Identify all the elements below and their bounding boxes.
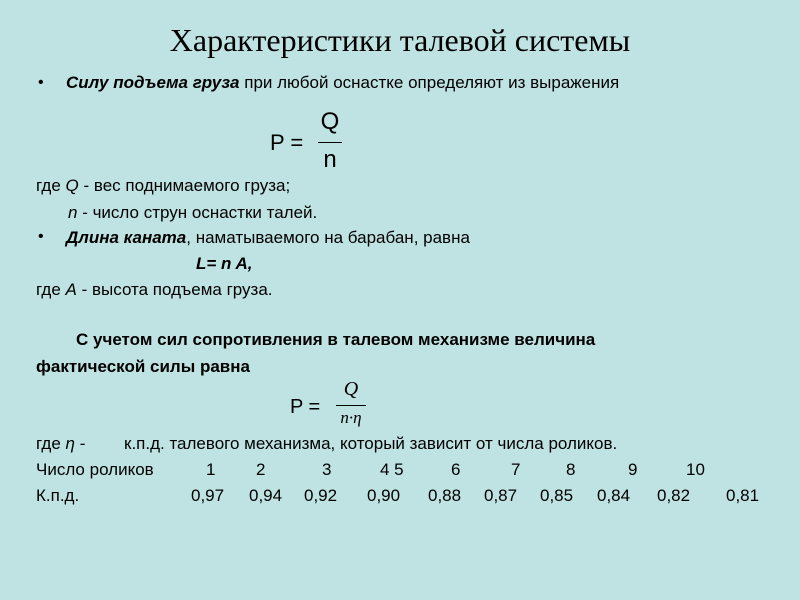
where-eta-text: к.п.д. талевого механизма, который зависит от числа роликов.	[124, 434, 618, 453]
efficiency-value: 0,88	[428, 486, 462, 505]
efficiency-value: 0,87	[484, 486, 518, 505]
where-a-text: - высота подъема груза.	[76, 280, 273, 299]
bullet-2-rest: , наматываемого на барабан, равна	[186, 228, 470, 247]
formula-actual-force-bar	[336, 405, 366, 406]
resistance-line-1: С учетом сил сопротивления в талевом механизме величина	[76, 330, 596, 349]
formula-force-numerator: Q	[320, 108, 340, 135]
where-eta-line	[36, 434, 85, 454]
efficiency-value: 0,97	[191, 486, 225, 505]
efficiency-value: 0,92	[304, 486, 338, 505]
roller-count: 4 5	[380, 460, 404, 479]
efficiency-value: 0,90	[367, 486, 401, 505]
roller-count: 8	[566, 460, 576, 479]
where-eta-dash: -	[75, 434, 86, 453]
bullet-2-marker: •	[38, 228, 44, 245]
bullet-1-marker: •	[38, 74, 44, 91]
where-q-var: Q	[65, 176, 79, 195]
formula-force-lhs: P =	[270, 130, 304, 155]
where-a-var: A	[65, 280, 77, 299]
resistance-line-2: фактической силы равна	[36, 357, 250, 376]
rollers-label: Число роликов	[36, 460, 154, 479]
where-n-var: n	[68, 203, 78, 222]
bullet-1-text	[66, 73, 619, 93]
formula-actual-force-lhs: P =	[290, 396, 321, 418]
roller-count: 9	[628, 460, 638, 479]
formula-force-bar	[318, 142, 342, 143]
formula-force-denominator: n	[323, 146, 337, 173]
bullet-1-bold: Силу подъема груза	[66, 73, 240, 92]
roller-count: 1	[206, 460, 216, 479]
efficiency-value: 0,82	[657, 486, 691, 505]
efficiency-value: 0,81	[726, 486, 760, 505]
formula-actual-force	[290, 380, 400, 440]
efficiency-label: К.п.д.	[36, 486, 80, 505]
roller-count: 10	[686, 460, 705, 479]
formula-actual-force-numerator: Q	[343, 378, 359, 400]
formula-actual-force-denominator: n·η	[340, 408, 362, 427]
where-n-line	[68, 203, 317, 223]
slide-title: Характеристики талевой системы	[169, 22, 631, 58]
where-n-text: - число струн оснастки талей.	[77, 203, 318, 222]
roller-count: 6	[451, 460, 461, 479]
formula-length: L= n A,	[196, 254, 253, 273]
bullet-2-text	[66, 228, 470, 248]
where-q-line	[36, 176, 290, 196]
efficiency-value: 0,94	[249, 486, 283, 505]
formula-force	[270, 108, 370, 178]
roller-count: 2	[256, 460, 266, 479]
bullet-2-bold: Длина каната	[66, 228, 187, 247]
roller-count: 7	[511, 460, 521, 479]
where-q-prefix: где	[36, 176, 66, 195]
where-eta-prefix: где	[36, 434, 66, 453]
where-eta-var: η	[65, 434, 75, 453]
bullet-1-rest: при любой оснастке определяют из выражения	[239, 73, 620, 92]
roller-count: 3	[322, 460, 332, 479]
where-q-text: - вес поднимаемого груза;	[78, 176, 291, 195]
efficiency-value: 0,85	[540, 486, 574, 505]
where-a-prefix: где	[36, 280, 66, 299]
where-a-line	[36, 280, 273, 300]
efficiency-value: 0,84	[597, 486, 631, 505]
